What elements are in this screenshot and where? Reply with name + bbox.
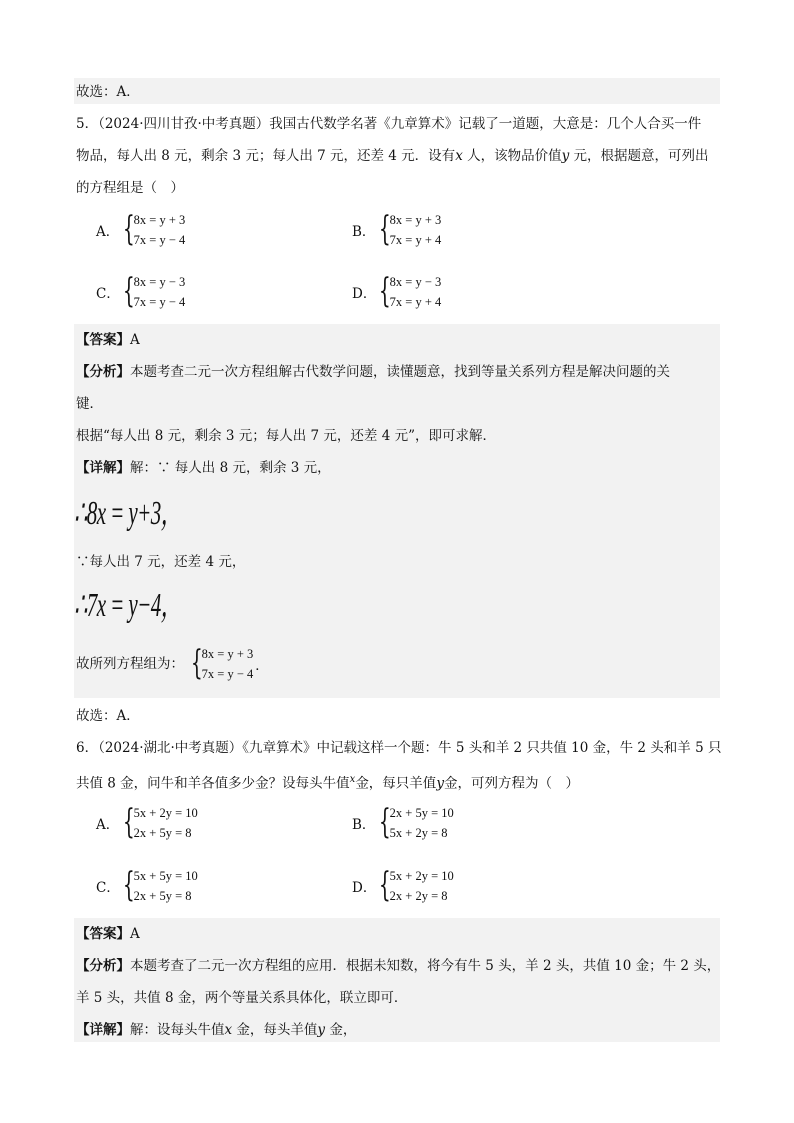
q6-option-b-system[interactable] [374,803,454,843]
q5-system-eq1: 8x = y + 3 [201,647,254,661]
q5-stem-2a: 物品，每人出 8 元，剩余 3 元；每人出 7 元，还差 4 元．设有 [76,148,456,164]
q5-detail-tag: 【详解】 [76,460,130,476]
q5-final-answer: 故选：A． [76,708,140,724]
q5-analysis-text-1: 本题考查二元一次方程组解古代数学问题，读懂题意，找到等量关系列方程是解决问题的关 [130,364,670,380]
q6-var-y: y [436,775,444,792]
q6-stem-line-2 [76,770,579,794]
q5-d-eq1: 8x = y − 3 [389,275,442,289]
q6-answer-tag: 【答案】 [76,926,130,942]
q6-answer-value: A [130,926,140,942]
q6-option-d-system[interactable] [374,866,454,906]
q5-final-system [186,644,269,684]
q5-system-suffix: ． [255,658,269,674]
q6-stem-2b: 金，每只羊值 [355,775,437,792]
q5-option-c-label[interactable]: C． [96,286,120,302]
q5-var-y: y [561,148,570,164]
brace-icon: { [122,270,135,311]
q6-stem-2a: 共值 8 金，问牛和羊各值多少金？设每头牛值 [76,775,350,792]
q6-a-eq1: 5x + 2y = 10 [133,806,198,820]
q5-handwritten-eq-2: ∴7x = y−4， [74,587,182,624]
q6-option-b-label[interactable]: B． [352,817,376,833]
q5-option-a-system[interactable] [118,210,185,250]
q5-system-line [76,654,184,674]
q5-stem-line-1: 5．（2024·四川甘孜·中考真题）我国古代数学名著《九章算术》记载了一道题，大意是：几个人合买一件 [76,116,702,132]
q6-answer [76,924,140,944]
q5-option-b-system[interactable] [374,210,441,250]
q6-stem-2c: 金，可列方程为（ ） [443,775,579,792]
brace-icon: { [190,642,203,683]
q5-c-eq2: 7x = y − 4 [133,295,186,309]
q6-analysis-line-2: 羊 5 头，共值 8 金，两个等量关系具体化，联立即可． [76,990,408,1006]
q6-a-eq2: 2x + 5y = 8 [133,826,192,840]
shade-top-answer [74,78,720,104]
q6-b-eq2: 5x + 2y = 8 [389,826,448,840]
q5-option-c-system[interactable] [118,272,185,312]
q6-detail-line-1 [76,1020,356,1040]
q5-analysis-line-2: 键． [76,396,103,412]
q6-option-a-label[interactable]: A． [96,817,120,833]
q6-analysis-tag: 【分析】 [76,958,130,974]
q5-b-eq1: 8x = y + 3 [389,213,442,227]
q5-analysis-tag: 【分析】 [76,364,130,380]
brace-icon: { [378,270,391,311]
q6-detail-1c: 金， [325,1022,357,1038]
brace-icon: { [122,864,135,905]
q6-d-eq1: 5x + 2y = 10 [389,869,454,883]
q6-analysis-text-1: 本题考查了二元一次方程组的应用．根据未知数，将今有牛 5 头，羊 2 头，共值 10 金；牛 2 头， [130,958,721,974]
q5-stem-2b: 人，该物品价值 [462,148,562,164]
q5-answer [76,330,140,350]
q6-detail-var-x: x [224,1022,233,1038]
q5-a-eq1: 8x = y + 3 [133,213,186,227]
q6-b-eq1: 2x + 5y = 10 [389,806,454,820]
brace-icon: { [122,801,135,842]
q6-detail-1b: 金，每头羊值 [232,1022,318,1038]
q6-detail-var-y: y [317,1022,326,1038]
brace-icon: { [378,864,391,905]
q5-a-eq2: 7x = y − 4 [133,233,186,247]
q5-stem-line-2 [76,146,709,166]
q5-answer-tag: 【答案】 [76,332,130,348]
brace-icon: { [378,208,391,249]
q5-b-eq2: 7x = y + 4 [389,233,442,247]
q5-handwritten-eq-1: ∴8x = y+3， [74,495,182,532]
q5-var-x: x [455,148,463,164]
brace-icon: { [122,208,135,249]
q5-stem-line-3: 的方程组是（ ） [76,180,184,196]
q5-analysis-line-3: 根据“每人出 8 元，剩余 3 元；每人出 7 元，还差 4 元”，即可求解． [76,428,496,444]
q5-system-eq2: 7x = y − 4 [201,667,254,681]
answer-line-prev: 故选：A． [76,84,140,100]
q5-option-d-label[interactable]: D． [352,286,377,302]
q6-option-d-label[interactable]: D． [352,880,377,896]
q5-option-a-label[interactable]: A． [96,224,120,240]
q5-detail-text-1: 解：∵ 每人出 8 元，剩余 3 元， [130,460,331,476]
q5-c-eq1: 8x = y − 3 [133,275,186,289]
q5-option-b-label[interactable]: B． [352,224,376,240]
q6-option-a-system[interactable] [118,803,198,843]
q6-detail-tag: 【详解】 [76,1022,130,1038]
q5-system-prefix: 故所列方程组为： [76,656,184,672]
q5-stem-2c: 元，根据题意，可列出 [569,148,709,164]
q5-detail-line-1 [76,458,331,478]
q5-option-d-system[interactable] [374,272,441,312]
q5-answer-value: A [130,332,140,348]
q5-analysis-line-1 [76,362,670,382]
q6-option-c-label[interactable]: C． [96,880,120,896]
q6-option-c-system[interactable] [118,866,198,906]
q6-d-eq2: 2x + 2y = 8 [389,889,448,903]
q6-analysis-line-1 [76,956,720,976]
q6-c-eq1: 5x + 5y = 10 [133,869,198,883]
q5-d-eq2: 7x = y + 4 [389,295,442,309]
q6-c-eq2: 2x + 5y = 8 [133,889,192,903]
q6-var-x: x [349,774,356,785]
q5-detail-line-2: ∵每人出 7 元，还差 4 元， [76,554,246,570]
brace-icon: { [378,801,391,842]
q6-detail-1a: 解：设每头牛值 [130,1022,225,1038]
q6-stem-line-1: 6．（2024·湖北·中考真题）《九章算术》中记载这样一个题：牛 5 头和羊 2 只共值 10 金，牛 2 头和羊 5 只 [76,740,722,756]
